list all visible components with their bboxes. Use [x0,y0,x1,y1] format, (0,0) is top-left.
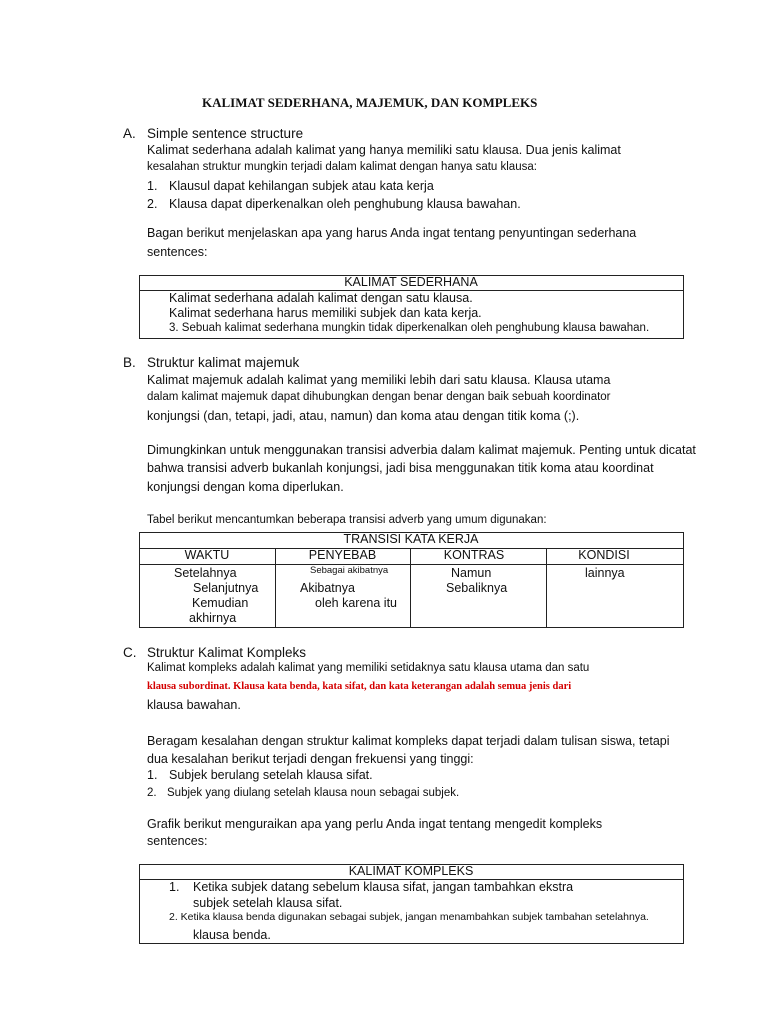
section-c-list-num-1: 1. [147,768,158,782]
column-header-kontras: KONTRAS [443,548,505,562]
column-header-kondisi: KONDISI [578,548,630,562]
kontras-cell-2: Sebaliknya [446,581,508,595]
complex-table-row1-line2: subjek setelah klausa sifat. [193,896,343,910]
section-c-para3-line1: Grafik berikut menguraikan apa yang perlu Anda ingat tentang mengedit kompleks [147,817,603,831]
section-b-para1-line2: dalam kalimat majemuk dapat dihubungkan dengan benar dengan baik sebuah koordinator [147,391,611,403]
simple-table-row-2: Kalimat sederhana harus memiliki subjek dan kata kerja. [169,306,482,320]
section-a-heading: Simple sentence structure [147,126,304,141]
complex-table-row1-line1: Ketika subjek datang sebelum klausa sifat, jangan tambahkan ekstra [193,880,574,894]
column-header-penyebab: PENYEBAB [308,548,377,562]
section-a-list-item-2: Klausa dapat diperkenalkan oleh penghubung klausa bawahan. [169,197,521,211]
section-c-para2-line1: Beragam kesalahan dengan struktur kalimat kompleks dapat terjadi dalam tulisan siswa, tetapi [147,734,670,748]
section-b-para2-line1: Dimungkinkan untuk menggunakan transisi adverbia dalam kalimat majemuk. Penting untuk dicatat [147,443,696,457]
section-a-para1-line1: Kalimat sederhana adalah kalimat yang hanya memiliki satu klausa. Dua jenis kalimat [147,143,621,157]
section-c-list-item-2: Subjek yang diulang setelah klausa noun sebagai subjek. [167,787,460,799]
section-b-heading: Struktur kalimat majemuk [147,355,300,370]
section-c-list-num-2: 2. [147,787,157,799]
section-c-para1-highlight: klausa subordinat. Klausa kata benda, kata sifat, dan kata keterangan adalah semua jenis dari [147,681,572,692]
section-a-list-item-1: Klausul dapat kehilangan subjek atau kata kerja [169,179,434,193]
simple-table-row-3: 3. Sebuah kalimat sederhana mungkin tidak diperkenalkan oleh penghubung klausa bawahan. [169,322,650,334]
section-a-marker: A. [123,126,136,141]
section-a-para2-line1: Bagan berikut menjelaskan apa yang harus Anda ingat tentang penyuntingan sederhana [147,226,637,240]
section-c-para1-line1: Kalimat kompleks adalah kalimat yang memiliki setidaknya satu klausa utama dan satu [147,662,590,674]
page-title: KALIMAT SEDERHANA, MAJEMUK, DAN KOMPLEKS [202,95,538,110]
section-b-para2-line3: konjungsi dengan koma diperlukan. [147,480,344,494]
waktu-cell-4: akhirnya [189,611,237,625]
transition-table-title: TRANSISI KATA KERJA [343,532,479,546]
column-header-waktu: WAKTU [184,548,230,562]
complex-table-row2: 2. Ketika klausa benda digunakan sebagai subjek, jangan menambahkan subjek tambahan setelahnya. [169,911,649,923]
penyebab-cell-2: Akibatnya [300,581,355,595]
simple-table-row-1: Kalimat sederhana adalah kalimat dengan satu klausa. [169,291,473,305]
section-a-list-num-2: 2. [147,197,158,211]
section-c-list-item-1: Subjek berulang setelah klausa sifat. [169,768,373,782]
section-a-list-num-1: 1. [147,179,158,193]
waktu-cell-3: Kemudian [192,596,249,610]
penyebab-cell-3: oleh karena itu [315,596,398,610]
kontras-cell-1: Namun [451,566,492,580]
section-a-para1-line2: kesalahan struktur mungkin terjadi dalam kalimat dengan hanya satu klausa: [147,161,537,173]
section-a-para2-line2: sentences: [147,245,208,259]
section-c-para1-line3: klausa bawahan. [147,698,241,712]
table-divider [139,564,683,565]
complex-table-row1-num: 1. [169,880,180,894]
section-b-para1-line1: Kalimat majemuk adalah kalimat yang memiliki lebih dari satu klausa. Klausa utama [147,373,611,387]
kondisi-cell-1: lainnya [585,566,625,580]
section-b-marker: B. [123,355,136,370]
section-c-heading: Struktur Kalimat Kompleks [147,645,307,660]
waktu-cell-1: Setelahnya [174,566,237,580]
simple-table-header: KALIMAT SEDERHANA [344,275,478,289]
section-b-para3: Tabel berikut mencantumkan beberapa transisi adverb yang umum digunakan: [147,514,547,526]
section-c-para3-line2: sentences: [147,834,208,848]
section-b-para2-line2: bahwa transisi adverb bukanlah konjungsi, jadi bisa menggunakan titik koma atau koordinat [147,461,654,475]
complex-table-header: KALIMAT KOMPLEKS [348,864,474,878]
section-c-marker: C. [123,645,137,660]
section-c-para2-line2: dua kesalahan berikut terjadi dengan frekuensi yang tinggi: [147,752,474,766]
penyebab-cell-1: Sebagai akibatnya [310,565,389,576]
section-b-para1-line3: konjungsi (dan, tetapi, jadi, atau, namun) dan koma atau dengan titik koma (;). [147,409,580,423]
waktu-cell-2: Selanjutnya [193,581,259,595]
complex-table-row2-line2: klausa benda. [193,928,271,942]
